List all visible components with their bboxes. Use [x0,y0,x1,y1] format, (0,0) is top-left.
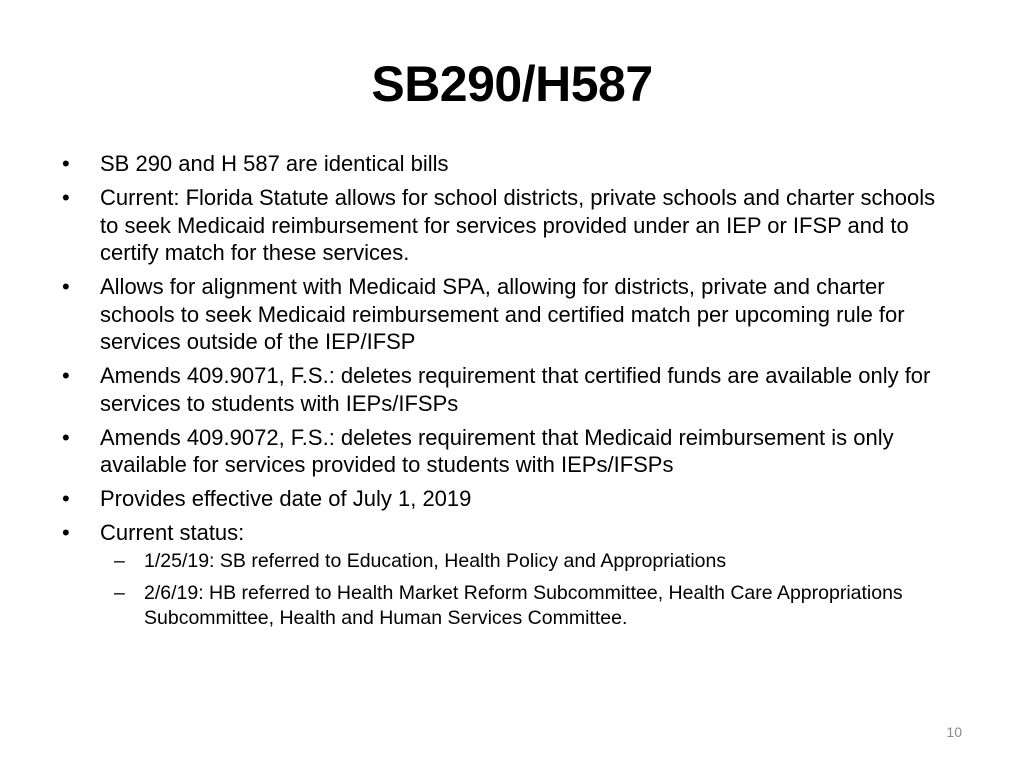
bullet-item [58,184,958,267]
bullet-text: Amends 409.9071, F.S.: deletes requirement that certified funds are available only for services to students with IEPs/IFSPs [100,363,931,416]
bullet-marker: • [62,424,70,450]
sub-bullet-item [100,549,958,574]
bullet-item [58,273,958,356]
sub-bullet-item [100,581,958,631]
bullet-item [58,150,958,178]
bullet-item [58,485,958,513]
bullet-marker: • [62,151,70,176]
bullet-marker: • [62,185,70,210]
bullet-item [58,424,958,479]
sub-bullet-text: 2/6/19: HB referred to Health Market Reform Subcommittee, Health Care Appropriations Subcommittee, Health and Human Services Committee. [144,581,903,629]
bullet-text: Provides effective date of July 1, 2019 [100,486,472,511]
sub-bullet-marker: – [114,549,125,572]
sub-bullet-text: 1/25/19: SB referred to Education, Health Policy and Appropriations [144,549,727,572]
bullet-list [58,150,958,638]
bullet-marker: • [62,363,70,388]
bullet-text: SB 290 and H 587 are identical bills [100,151,449,176]
sub-bullet-list [100,549,958,631]
slide-title: SB290/H587 [371,56,653,112]
bullet-marker: • [62,486,70,511]
bullet-item [58,362,958,417]
page-number: 10 [946,724,962,740]
sub-bullet-marker: – [114,581,125,604]
bullet-item-current-status [58,519,958,631]
bullet-text: Allows for alignment with Medicaid SPA, allowing for districts, private and charter schools to seek Medicaid reimbursement and certified match per upcoming rule for services outside of the IEP/IFSP [100,274,905,354]
bullet-marker: • [62,274,70,299]
bullet-marker: • [62,520,70,545]
bullet-text: Current: Florida Statute allows for school districts, private schools and charter schools to seek Medicaid reimbursement for services provided under an IEP or IFSP and to certify match for these services. [100,185,936,265]
bullet-text: Amends 409.9072, F.S.: deletes requirement that Medicaid reimbursement is only available for services provided to students with IEPs/IFSPs [100,424,894,477]
bullet-text: Current status: [100,520,245,545]
